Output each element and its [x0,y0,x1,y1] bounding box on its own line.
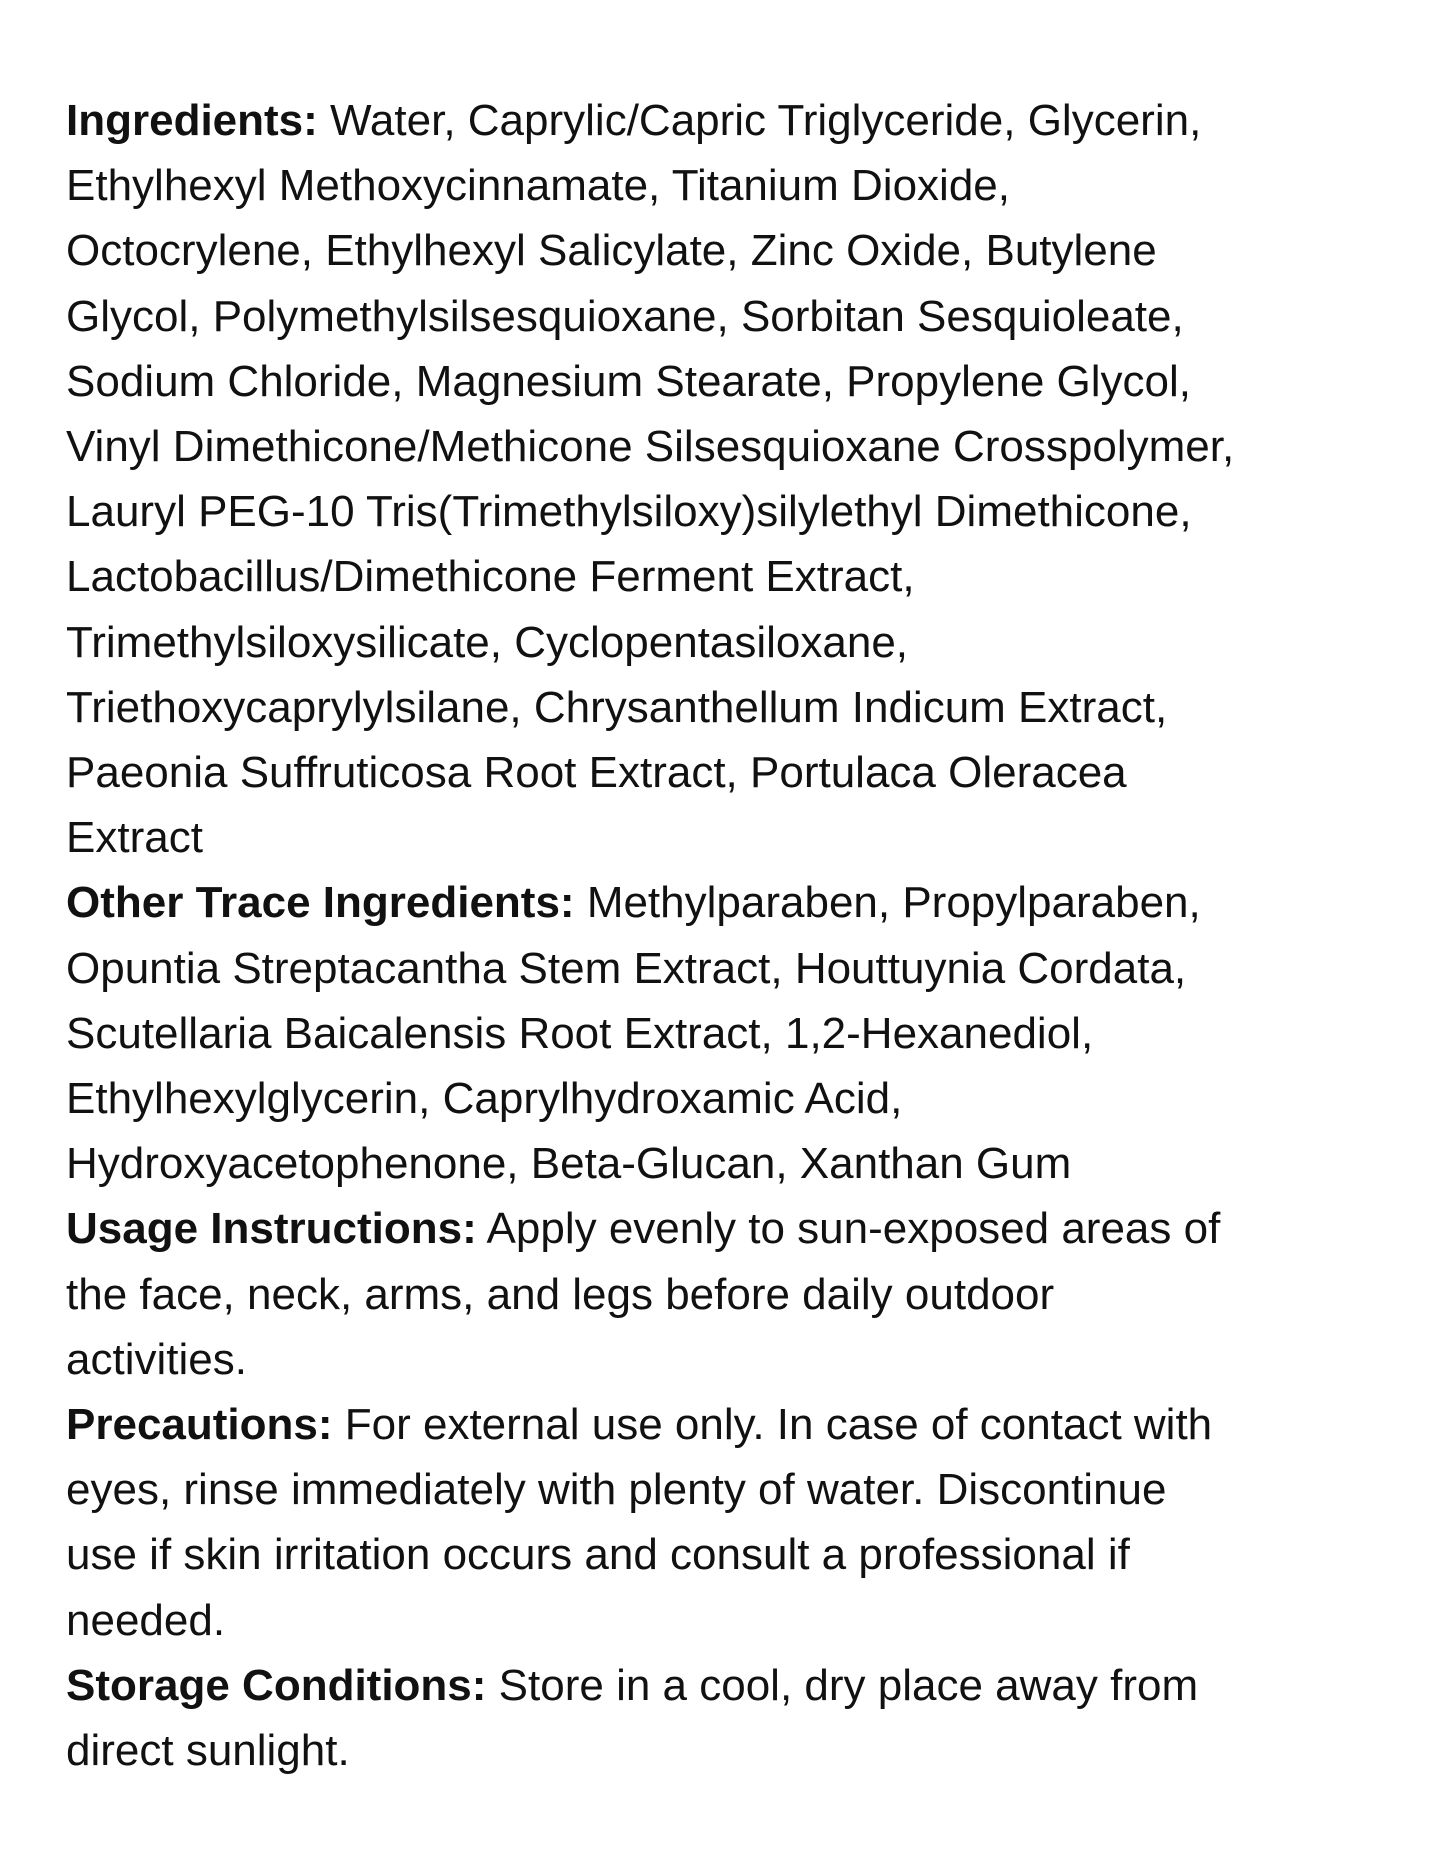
usage-instructions-section [66,1196,1386,1392]
ingredients-heading: Ingredients: [66,96,318,145]
usage-instructions-heading: Usage Instructions: [66,1204,477,1254]
ingredients-section [66,88,1386,870]
text-line: Vinyl Dimethicone/Methicone Silsesquioxane Crosspolymer, [66,422,1235,472]
text-line: Octocrylene, Ethylhexyl Salicylate, Zinc Oxide, Butylene [66,226,1157,276]
precautions-heading: Precautions: [66,1400,333,1450]
text-line: Opuntia Streptacantha Stem Extract, Houttuynia Cordata, [66,943,1187,993]
text-line: Lauryl PEG-10 Tris(Trimethylsiloxy)silylethyl Dimethicone, [66,487,1192,537]
precautions-text: For external use only. In case of contact with [344,1400,1213,1450]
text-line: needed. [66,1595,226,1645]
text-line: direct sunlight. [66,1726,350,1776]
text-line: Lactobacillus/Dimethicone Ferment Extract, [66,552,915,602]
storage-conditions-section [66,1653,1386,1783]
text-line [66,1392,1386,1457]
product-label-text [66,88,1386,1783]
storage-conditions-heading: Storage Conditions: [66,1660,487,1710]
text-line: Scutellaria Baicalensis Root Extract, 1,2-Hexanediol, [66,1008,1094,1058]
text-line [66,870,1386,935]
text-line: the face, neck, arms, and legs before daily outdoor [66,1269,1055,1319]
text-line: Ethylhexyl Methoxycinnamate, Titanium Dioxide, [66,161,1010,211]
text-line: Trimethylsiloxysilicate, Cyclopentasiloxane, [66,617,909,667]
text-line: eyes, rinse immediately with plenty of water. Discontinue [66,1465,1167,1515]
usage-instructions-text: Apply evenly to sun-exposed areas of [486,1204,1221,1254]
text-line: use if skin irritation occurs and consult a professional if [66,1530,1130,1580]
text-line [66,1196,1386,1261]
text-line: Extract [66,813,203,863]
text-line: Sodium Chloride, Magnesium Stearate, Propylene Glycol, [66,356,1191,406]
precautions-section [66,1392,1386,1653]
ingredients-text: Water, Caprylic/Capric Triglyceride, Glycerin, [330,96,1202,145]
text-line [66,1653,1386,1718]
storage-conditions-text: Store in a cool, dry place away from [498,1660,1199,1710]
text-line: Paeonia Suffruticosa Root Extract, Portulaca Oleracea [66,748,1127,798]
text-line: Hydroxyacetophenone, Beta-Glucan, Xanthan Gum [66,1139,1072,1189]
text-line: Glycol, Polymethylsilsesquioxane, Sorbitan Sesquioleate, [66,291,1184,341]
text-line: Ethylhexylglycerin, Caprylhydroxamic Acid, [66,1074,903,1124]
text-line [66,88,1386,153]
text-line: Triethoxycaprylylsilane, Chrysanthellum Indicum Extract, [66,682,1168,732]
other-trace-ingredients-section [66,870,1386,1196]
other-trace-ingredients-text: Methylparaben, Propylparaben, [586,878,1201,928]
text-line: activities. [66,1334,247,1384]
other-trace-ingredients-heading: Other Trace Ingredients: [66,878,575,928]
